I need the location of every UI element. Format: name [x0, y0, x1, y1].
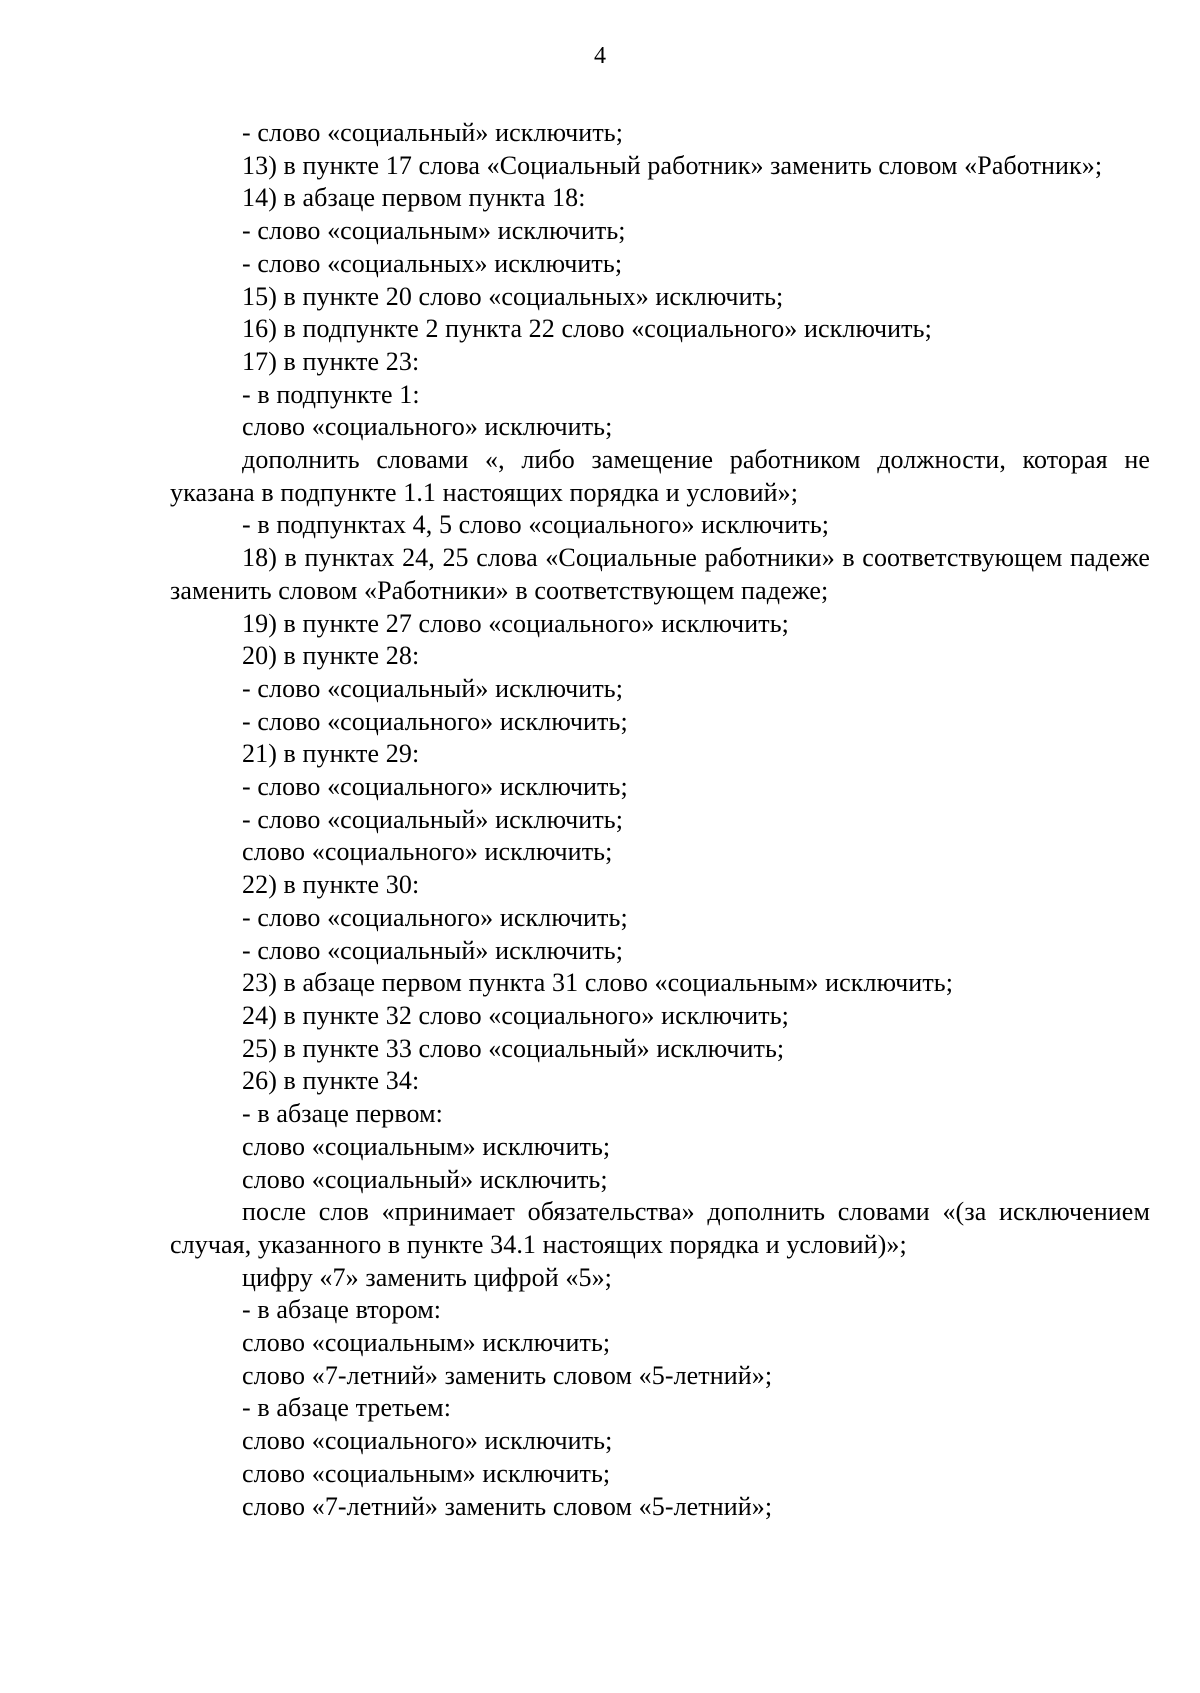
paragraph: - слово «социальных» исключить; — [242, 248, 623, 278]
paragraph: слово «социальным» исключить; — [242, 1328, 611, 1358]
paragraph: слово «7-летний» заменить словом «5-летний»; — [242, 1491, 773, 1521]
paragraph: 13) в пункте 17 слова «Социальный работник» заменить словом «Работник»; — [242, 150, 1103, 180]
paragraph: 20) в пункте 28: — [242, 641, 420, 671]
paragraph: - слово «социальный» исключить; — [242, 935, 624, 965]
paragraph: слово «социального» исключить; — [242, 837, 613, 867]
paragraph: 19) в пункте 27 слово «социального» исключить; — [242, 608, 789, 638]
paragraph: 15) в пункте 20 слово «социальных» исключить; — [242, 281, 784, 311]
paragraph: - слово «социального» исключить; — [242, 706, 628, 736]
page-number: 4 — [594, 43, 606, 69]
paragraph: слово «социального» исключить; — [242, 412, 613, 442]
paragraph: слово «социальным» исключить; — [242, 1458, 611, 1488]
paragraph: - слово «социального» исключить; — [242, 902, 628, 932]
paragraph: после слов «принимает обязательства» дополнить словами «(за исключением случая, указанного в пункте 34.1 настоящих порядка и условий)»; — [170, 1197, 1150, 1259]
paragraph: - слово «социальный» исключить; — [242, 673, 624, 703]
paragraph: слово «социального» исключить; — [242, 1426, 613, 1456]
paragraph: - в абзаце первом: — [242, 1099, 444, 1129]
paragraph: 26) в пункте 34: — [242, 1066, 420, 1096]
paragraph: 24) в пункте 32 слово «социального» исключить; — [242, 1000, 789, 1030]
paragraph: 14) в абзаце первом пункта 18: — [242, 183, 586, 213]
paragraph: - в подпунктах 4, 5 слово «социального» исключить; — [242, 510, 830, 540]
paragraph: - слово «социальный» исключить; — [242, 804, 624, 834]
paragraph: слово «7-летний» заменить словом «5-летний»; — [242, 1360, 773, 1390]
paragraph: 16) в подпункте 2 пункта 22 слово «социального» исключить; — [242, 314, 932, 344]
paragraph: дополнить словами «, либо замещение работником должности, которая не указана в подпункте 1.1 настоящих порядка и условий»; — [170, 445, 1150, 507]
document-body — [170, 117, 1150, 1523]
paragraph: - слово «социальным» исключить; — [242, 216, 626, 246]
paragraph: - слово «социального» исключить; — [242, 772, 628, 802]
paragraph: 17) в пункте 23: — [242, 346, 420, 376]
paragraph: 23) в абзаце первом пункта 31 слово «социальным» исключить; — [242, 968, 954, 998]
paragraph: 25) в пункте 33 слово «социальный» исключить; — [242, 1033, 785, 1063]
paragraph: - в подпункте 1: — [242, 379, 420, 409]
paragraph: 22) в пункте 30: — [242, 870, 420, 900]
paragraph: 21) в пункте 29: — [242, 739, 420, 769]
paragraph: 18) в пунктах 24, 25 слова «Социальные работники» в соответствующем падеже заменить словом «Работники» в соответствующем падеже; — [170, 543, 1150, 605]
paragraph: слово «социальный» исключить; — [242, 1164, 608, 1194]
paragraph: - в абзаце втором: — [242, 1295, 442, 1325]
paragraph: - в абзаце третьем: — [242, 1393, 452, 1423]
paragraph: - слово «социальный» исключить; — [242, 118, 624, 147]
paragraph: цифру «7» заменить цифрой «5»; — [242, 1262, 612, 1292]
paragraph: слово «социальным» исключить; — [242, 1131, 611, 1161]
